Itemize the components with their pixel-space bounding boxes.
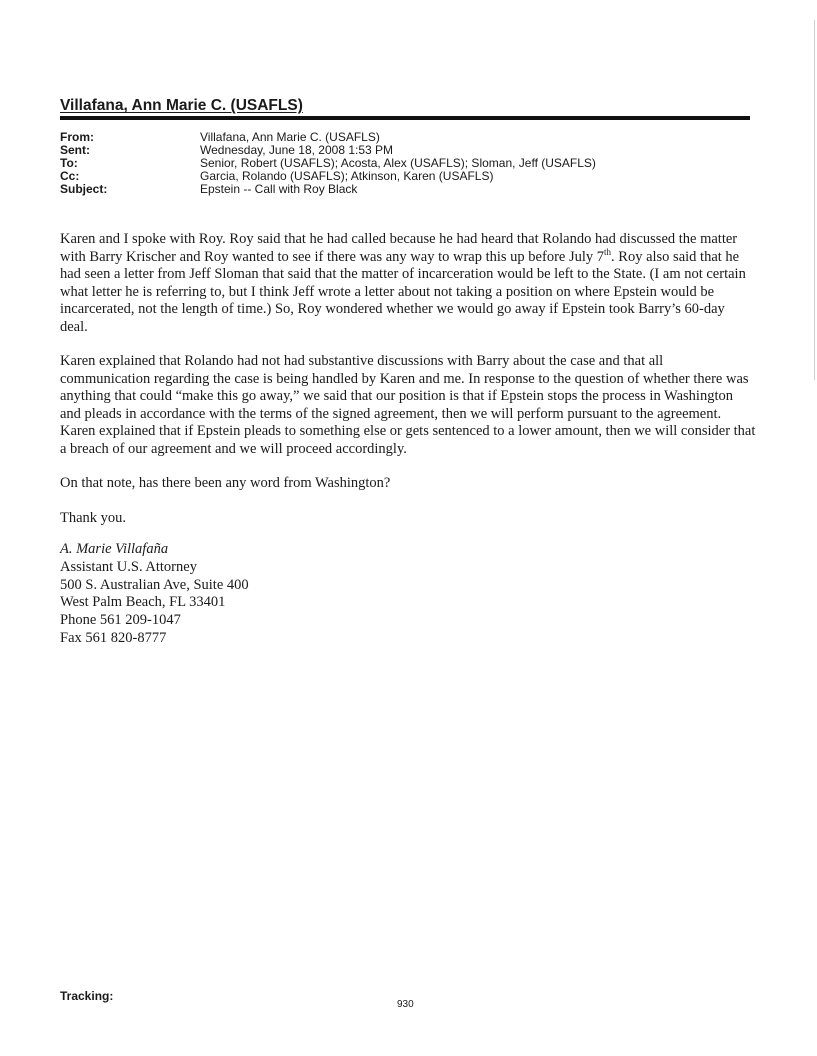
email-body: [60, 231, 756, 544]
body-paragraph-1: [60, 231, 756, 336]
signature-block: [60, 541, 249, 648]
signature-name: A. Marie Villafaña: [60, 541, 169, 557]
to-label: To:: [60, 156, 78, 170]
email-meta: [60, 131, 596, 196]
body-paragraph-3: On that note, has there been any word from Washington?: [60, 475, 391, 491]
page-edge: [814, 20, 815, 380]
signature-phone: Phone 561 209-1047: [60, 612, 181, 629]
subject-value: Epstein -- Call with Roy Black: [200, 182, 358, 196]
cc-label: Cc:: [60, 169, 80, 183]
sent-value: Wednesday, June 18, 2008 1:53 PM: [200, 143, 394, 157]
body-paragraph-1-superscript: th: [604, 246, 612, 257]
sender-name: Villafana, Ann Marie C. (USAFLS): [60, 97, 303, 114]
email-header: [60, 97, 750, 120]
body-paragraph-1-part-1: Karen and I spoke with Roy. Roy said that he had called because he had heard that Rolando had discussed the matter with Barry Krischer and Roy wanted to see if there was any way to wrap this up before July 7: [60, 231, 738, 265]
body-paragraph-4: Thank you.: [60, 509, 127, 526]
subject-label: Subject:: [60, 182, 108, 196]
from-label: From:: [60, 130, 94, 144]
signature-address-line-1: 500 S. Australian Ave, Suite 400: [60, 576, 249, 593]
from-value: Villafana, Ann Marie C. (USAFLS): [200, 130, 380, 144]
signature-title: Assistant U.S. Attorney: [60, 558, 197, 575]
sent-label: Sent:: [60, 143, 90, 157]
body-paragraph-2: Karen explained that Rolando had not had substantive discussions with Barry about the case and that all communication regarding the case is being handled by Karen and me. In response to the question of whether there was anything that could “make this go away,” we said that our position is that if Epstein stops the process in Washington and pleads in accordance with the terms of the signed agreement, then we will perform pursuant to the agreement. Karen explained that if Epstein pleads to something else or gets sentenced to a lower amount, then we will consider that a breach of our agreement and we will proceed accordingly.: [60, 353, 756, 457]
signature-address-line-2: West Palm Beach, FL 33401: [60, 594, 226, 611]
body-paragraph-1-part-2: . Roy also said that he had seen a letter from Jeff Sloman that said that the matter of incarceration would be left to the State. (I am not certain what letter he is referring to, but I think Jeff wrote a letter about not taking a position on where Epstein would be incarcerated, not the length of time.) So, Roy wondered whether we would go away if Epstein took Barry’s 60-day deal.: [60, 248, 746, 335]
signature-fax: Fax 561 820-8777: [60, 629, 167, 646]
cc-value: Garcia, Rolando (USAFLS); Atkinson, Karen (USAFLS): [200, 169, 494, 183]
to-value: Senior, Robert (USAFLS); Acosta, Alex (USAFLS); Sloman, Jeff (USAFLS): [200, 156, 596, 170]
meta-row-subject: [60, 183, 596, 196]
header-rule: [60, 116, 750, 120]
tracking-label: Tracking:: [60, 989, 114, 1003]
page-number: 930: [397, 999, 414, 1010]
